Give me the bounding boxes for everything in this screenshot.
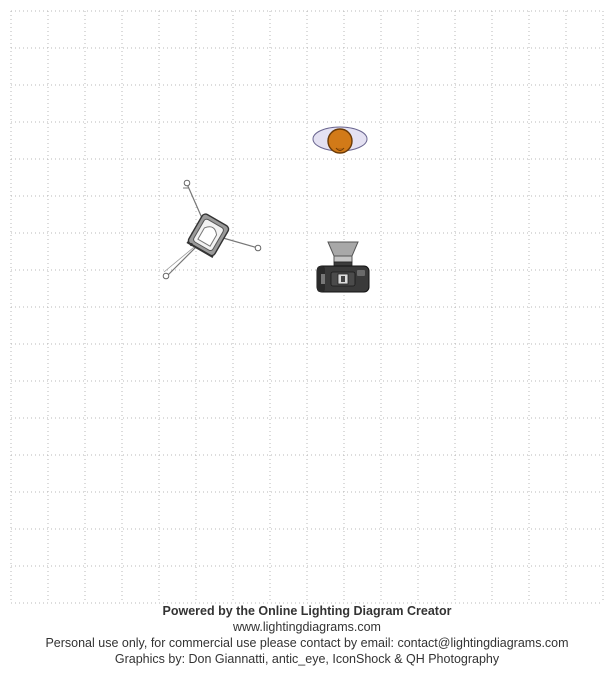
footer-powered-by: Powered by the Online Lighting Diagram Creator bbox=[162, 604, 452, 618]
subject-head-icon[interactable] bbox=[313, 127, 367, 153]
footer-website[interactable]: www.lightingdiagrams.com bbox=[233, 620, 381, 634]
footer-license: Personal use only, for commercial use please contact by email: contact@lightingdiagrams.com bbox=[45, 636, 569, 650]
grid bbox=[11, 11, 603, 603]
footer-credits: Graphics by: Don Giannatti, antic_eye, IconShock & QH Photography bbox=[114, 652, 500, 666]
footer bbox=[0, 603, 614, 667]
softbox-light-icon[interactable] bbox=[163, 180, 261, 279]
camera-icon[interactable] bbox=[317, 242, 369, 292]
